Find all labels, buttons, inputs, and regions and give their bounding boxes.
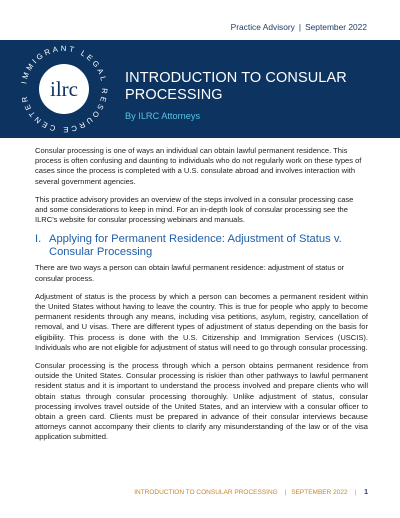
document-body (35, 146, 368, 451)
logo-wordmark: ilrc (50, 77, 78, 101)
body-paragraph: There are two ways a person can obtain lawful permanent residence: adjustment of status or consular process. (35, 263, 345, 283)
page-footer (134, 489, 368, 496)
document-title: INTRODUCTION TO CONSULAR PROCESSING (125, 70, 347, 103)
ilrc-logo (18, 43, 110, 135)
document-type: Practice Advisory (230, 22, 295, 32)
footer-separator: | (354, 489, 357, 496)
section-heading-text: Applying for Permanent Residence: Adjustment of Status v. Consular Processing (49, 233, 342, 258)
document-meta (231, 22, 367, 32)
document-date: September 2022 (305, 22, 367, 32)
footer-date: SEPTEMBER 2022 (291, 489, 348, 496)
logo-ring-text: IMMIGRANT LEGAL RESOURCE CENTER (19, 43, 110, 135)
body-paragraph: Consular processing is the process through which a person obtains permanent residence from outside the United States. Consular processing is riskier than other pathways to lawful permanent resident status and it is important to understand the process involved and prepare clients who will obtain status through consular processing thoroughly. Unlike adjustment of status, consular processing involves travel outside of the United States, and an interview with a consular officer to obtain a green card. Clients must be prepared in advance of their consular interviews because attorneys cannot accompany their clients to clarify any misunderstanding of the law or of the visa application submitted. (35, 361, 368, 442)
title-banner (0, 40, 400, 138)
page-number: 1 (364, 489, 368, 496)
intro-paragraph: Consular processing is one of ways an individual can obtain lawful permanent residence. This process is often confusing and daunting to individuals who do not regularly work on these types of cases since the process is completed with a U.S. consulate abroad and involves interaction with several government agencies. (35, 146, 362, 186)
section-number: I. (35, 233, 42, 246)
footer-title: INTRODUCTION TO CONSULAR PROCESSING (134, 489, 278, 496)
intro-paragraph: This practice advisory provides an overview of the steps involved in a consular processing case and some considerations to keep in mind. For an in-depth look of consular processing see the ILRC's website for consular processing webinars and manuals. (35, 194, 354, 225)
meta-separator: | (298, 22, 302, 32)
section-heading (35, 233, 368, 258)
document-byline: By ILRC Attorneys (125, 111, 201, 121)
body-paragraph: Adjustment of status is the process by which a person can becomes a permanent resident within the United States without having to leave the country. This is true for people who apply to become permanent residents through any means, including visa petitions, asylum, registry, cancellation of removal, and U visas. There are different types of adjustment of status depending on the basis for eligibility. This process is done with the U.S. Citizenship and Immigration Services (USCIS). Individuals who are not eligible for adjustment of status will need to go through consular processing. (35, 291, 368, 352)
footer-separator: | (284, 489, 287, 496)
